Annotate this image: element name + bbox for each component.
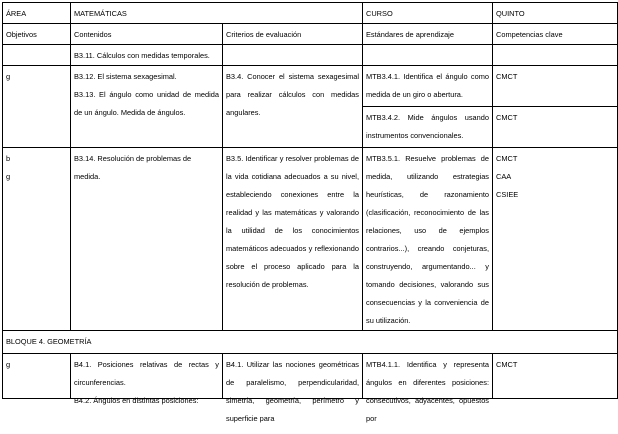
col-objetivos: Objetivos	[3, 24, 71, 45]
objetivo-cell	[3, 354, 71, 399]
estandar-cell	[363, 45, 493, 66]
curso-value: QUINTO	[493, 3, 618, 24]
competencia-cell	[493, 45, 618, 66]
estandar-cell: MTB3.5.1. Resuelve problemas de medida, utilizando estrategias heurísticas, de razonamiento (clasificación, reconocimiento de las relaciones, uso de ejemplos contrarios...), creando conjeturas, construyendo, argumentando... y tomando decisiones, valorando sus consecuencias y la conveniencia de su utilización.	[363, 148, 493, 331]
area-label: ÁREA	[3, 3, 71, 24]
contenido-cell: B3.14. Resolución de problemas de medida.	[71, 148, 223, 331]
estandar-cell	[363, 354, 493, 423]
table-row	[3, 148, 618, 331]
criterio-cell: B3.4. Conocer el sistema sexagesimal para realizar cálculos con medidas angulares.	[223, 66, 363, 148]
table-row	[3, 45, 618, 66]
col-criterios: Criterios de evaluación	[223, 24, 363, 45]
block-heading: BLOQUE 4. GEOMETRÍA	[3, 331, 618, 354]
competencia-item: CMCT	[496, 154, 518, 163]
competencia-cell: CMCT	[493, 107, 618, 148]
competencia-cell	[493, 354, 618, 399]
col-estandares: Estándares de aprendizaje	[363, 24, 493, 45]
competencia-item: CSIEE	[496, 190, 519, 199]
curriculum-table	[2, 2, 618, 423]
table-row	[3, 66, 618, 107]
contenido-item: B4.2. Ángulos en distintas posiciones:	[74, 396, 199, 405]
competencia-cell: CMCT	[493, 66, 618, 107]
area-value: MATEMÁTICAS	[71, 3, 363, 24]
objetivo-cell	[3, 45, 71, 66]
block-heading-row	[3, 331, 618, 354]
col-contenidos: Contenidos	[71, 24, 223, 45]
contenido-item: B4.1. Posiciones relativas de rectas y circunferencias.	[74, 360, 219, 387]
competencia-item: CAA	[496, 172, 512, 181]
contenido-cell	[71, 354, 223, 405]
competencia-text: CMCT	[496, 360, 518, 369]
contenido-item: B3.13. El ángulo como unidad de medida de un ángulo. Medida de ángulos.	[74, 90, 219, 117]
estandar-cell: MTB3.4.2. Mide ángulos usando instrumentos convencionales.	[363, 107, 493, 148]
contenido-item: B3.12. El sistema sexagesimal.	[74, 72, 177, 81]
contenido-cell: B3.11. Cálculos con medidas temporales.	[71, 45, 223, 66]
table-row	[3, 354, 618, 399]
objetivo-text: g	[6, 360, 11, 369]
estandar-cell: MTB3.4.1. Identifica el ángulo como medida de un giro o abertura.	[363, 66, 493, 107]
contenido-cell	[71, 66, 223, 148]
objetivo-item: b	[6, 154, 11, 163]
col-competencias: Competencias clave	[493, 24, 618, 45]
objetivo-item: g	[6, 172, 11, 181]
contenido-wrap	[74, 356, 219, 405]
column-header-row	[3, 24, 618, 45]
header-row	[3, 3, 618, 24]
criterio-cell	[223, 354, 363, 423]
objetivo-cell: g	[3, 66, 71, 148]
criterio-cell	[223, 45, 363, 66]
objetivo-cell	[3, 148, 71, 331]
curso-label: CURSO	[363, 3, 493, 24]
criterio-cell: B3.5. Identificar y resolver problemas de la vida cotidiana adecuados a su nivel, estableciendo conexiones entre la realidad y las matemáticas y valorando la utilidad de los conocimientos matemáticos adecuados y reflexionando sobre el proceso aplicado para la resolución de problemas.	[223, 148, 363, 331]
criterio-text: B4.1. Utilizar las nociones geométricas de paralelismo, perpendicularidad, simetría, geometría, perímetro y superficie para	[226, 360, 359, 423]
estandar-text: MTB4.1.1. Identifica y representa ángulos en diferentes posiciones: consecutivos, adyacentes, opuestos por	[366, 360, 489, 423]
competencia-cell	[493, 148, 618, 331]
